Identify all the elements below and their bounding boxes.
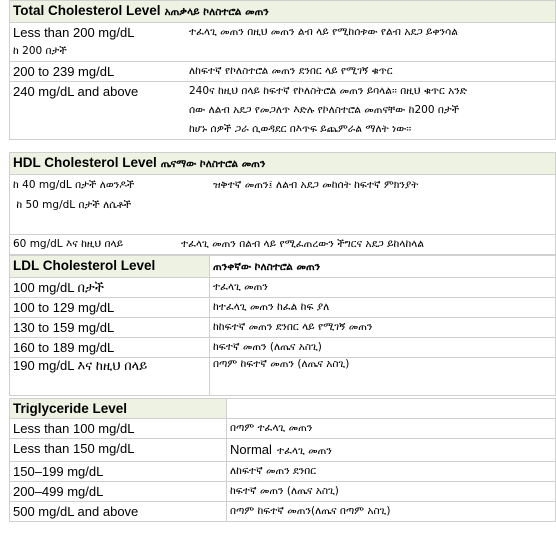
meaning-text: ከከፍተኛ መጠን ደንበር ላይ የሚገኝ መጠን bbox=[210, 318, 556, 338]
meaning-text: በጣም ተፈላጊ መጠን bbox=[227, 419, 556, 439]
total-row-3 bbox=[10, 82, 556, 140]
table-row bbox=[10, 62, 556, 82]
meaning-cell bbox=[227, 439, 556, 462]
meaning-text: ከፍተኛ መጠን (ለጤና አስጊ) bbox=[227, 482, 556, 502]
meaning-text: ተፈላጊ መጠን bbox=[210, 278, 556, 298]
table-row bbox=[10, 358, 556, 396]
meaning-text: በጣም ከፍተኛ መጠን(ለጤና በጣም አስጊ) bbox=[227, 502, 556, 522]
meaning-line: 240ና ከዚህ በላይ ከፍተኛ የኮለስትሮል መጠን ይባላል፡፡ በዚህ ቁጥር አንድ bbox=[189, 85, 468, 97]
level-text: 200–499 mg/dL bbox=[10, 482, 227, 502]
level-line: ከ 50 mg/dL በታች ለሴቶች bbox=[13, 199, 132, 211]
ldl-header-row bbox=[10, 256, 556, 278]
ldl-cholesterol-table bbox=[9, 255, 556, 396]
total-title: Total Cholesterol Level bbox=[13, 3, 161, 18]
level-line: ከ 40 mg/dL በታች ለወንዶች bbox=[13, 179, 135, 191]
triglyceride-table bbox=[9, 398, 556, 522]
table-row bbox=[10, 82, 556, 140]
trig-title: Triglyceride Level bbox=[10, 399, 227, 419]
table-row bbox=[10, 318, 556, 338]
table-row bbox=[10, 235, 556, 255]
level-text: 100 to 129 mg/dL bbox=[10, 298, 210, 318]
table-row bbox=[10, 419, 556, 439]
level-cell bbox=[13, 175, 213, 215]
total-row-2 bbox=[10, 62, 556, 82]
hdl-cholesterol-table bbox=[9, 152, 556, 255]
level-text: 160 to 189 mg/dL bbox=[10, 338, 210, 358]
total-title-amharic: አጠቃላይ ኮለስተሮል መጠን bbox=[164, 6, 269, 18]
hdl-title-amharic: ጤናማው ኮለስተሮል መጠን bbox=[160, 158, 266, 170]
meaning-text bbox=[185, 82, 467, 139]
total-header-row bbox=[10, 1, 556, 23]
level-text: Less than 150 mg/dL bbox=[10, 439, 227, 462]
trig-header-row bbox=[10, 399, 556, 419]
level-text: 240 mg/dL and above bbox=[13, 84, 139, 99]
level-text: Less than 200 mg/dL bbox=[13, 25, 135, 40]
meaning-text: በጣም ከፍተኛ መጠን (ለጤና አስጊ) bbox=[210, 358, 556, 396]
meaning-text: ለከፍተኛ የኮለስተሮል መጠን ደንበር ላይ የሚገኝ ቁጥር bbox=[189, 65, 393, 77]
table-row bbox=[10, 502, 556, 522]
hdl-header bbox=[10, 153, 556, 175]
meaning-text: ለከፍተኛ መጠን ደንበር bbox=[227, 462, 556, 482]
meaning-line: ሰው ለልብ አደጋ የመጋለጥ እድሉ የኮለስተሮል መጠናቸው ከ200 በታች bbox=[189, 104, 460, 116]
ldl-title-amharic bbox=[210, 256, 556, 278]
meaning-text: ዝቅተኛ መጠን፤ ለልብ አደጋ መከሰት ከፍተኛ ምክንያት bbox=[213, 179, 419, 191]
total-cholesterol-table bbox=[9, 0, 556, 140]
table-row bbox=[10, 175, 556, 235]
hdl-header-row bbox=[10, 153, 556, 175]
level-cell bbox=[13, 23, 185, 61]
hdl-row-2 bbox=[10, 235, 556, 255]
level-text: 190 mg/dL እና ከዚህ በላይ bbox=[10, 358, 210, 396]
meaning-text: ከተፈላጊ መጠን ከፈል ከፍ ያለ bbox=[210, 298, 556, 318]
table-row bbox=[10, 482, 556, 502]
table-row bbox=[10, 23, 556, 62]
table-row bbox=[10, 462, 556, 482]
table-row bbox=[10, 298, 556, 318]
level-text: 500 mg/dL and above bbox=[10, 502, 227, 522]
level-text-amharic: ከ 200 በታች bbox=[13, 45, 67, 57]
meaning-text: ተፈላጊ መጠን በዚህ መጠን ልብ ላይ የሚከሰቱው የልብ አደጋ ይቀንሳል bbox=[189, 26, 458, 38]
ldl-title-amharic-text: ጠንቀኛው ኮለስተሮል መጠን bbox=[213, 261, 321, 273]
level-text: Less than 100 mg/dL bbox=[10, 419, 227, 439]
level-text: 150–199 mg/dL bbox=[10, 462, 227, 482]
level-text: 130 to 159 mg/dL bbox=[10, 318, 210, 338]
meaning-text: ከፍተኛ መጠን (ለጤና አስጊ) bbox=[210, 338, 556, 358]
table-row bbox=[10, 338, 556, 358]
meaning-text: ተፈላጊ መጠን bbox=[277, 445, 332, 457]
level-text: 200 to 239 mg/dL bbox=[13, 64, 115, 79]
hdl-title: HDL Cholesterol Level bbox=[13, 155, 157, 170]
meaning-line: ከሆኑ ሰዎች ጋራ ሲወዳደር በእጥፍ ይጨምራል ማለት ነው፡፡ bbox=[189, 123, 412, 135]
meaning-text: ተፈላጊ መጠን በልብ ላይ የሚፈጠረውን ችግርና አደጋ ይከላከላል bbox=[181, 238, 425, 250]
meaning-text-latin: Normal bbox=[230, 442, 272, 457]
hdl-row-1 bbox=[10, 175, 556, 235]
level-text: 60 mg/dL እና ከዚህ በላይ bbox=[13, 238, 124, 250]
total-row-1 bbox=[10, 23, 556, 62]
ldl-title: LDL Cholesterol Level bbox=[10, 256, 210, 278]
cholesterol-levels-sheet bbox=[9, 0, 556, 522]
table-row bbox=[10, 278, 556, 298]
table-row bbox=[10, 439, 556, 462]
level-text: 100 mg/dL በታች bbox=[10, 278, 210, 298]
trig-header-blank bbox=[227, 399, 556, 419]
total-header bbox=[10, 1, 556, 23]
